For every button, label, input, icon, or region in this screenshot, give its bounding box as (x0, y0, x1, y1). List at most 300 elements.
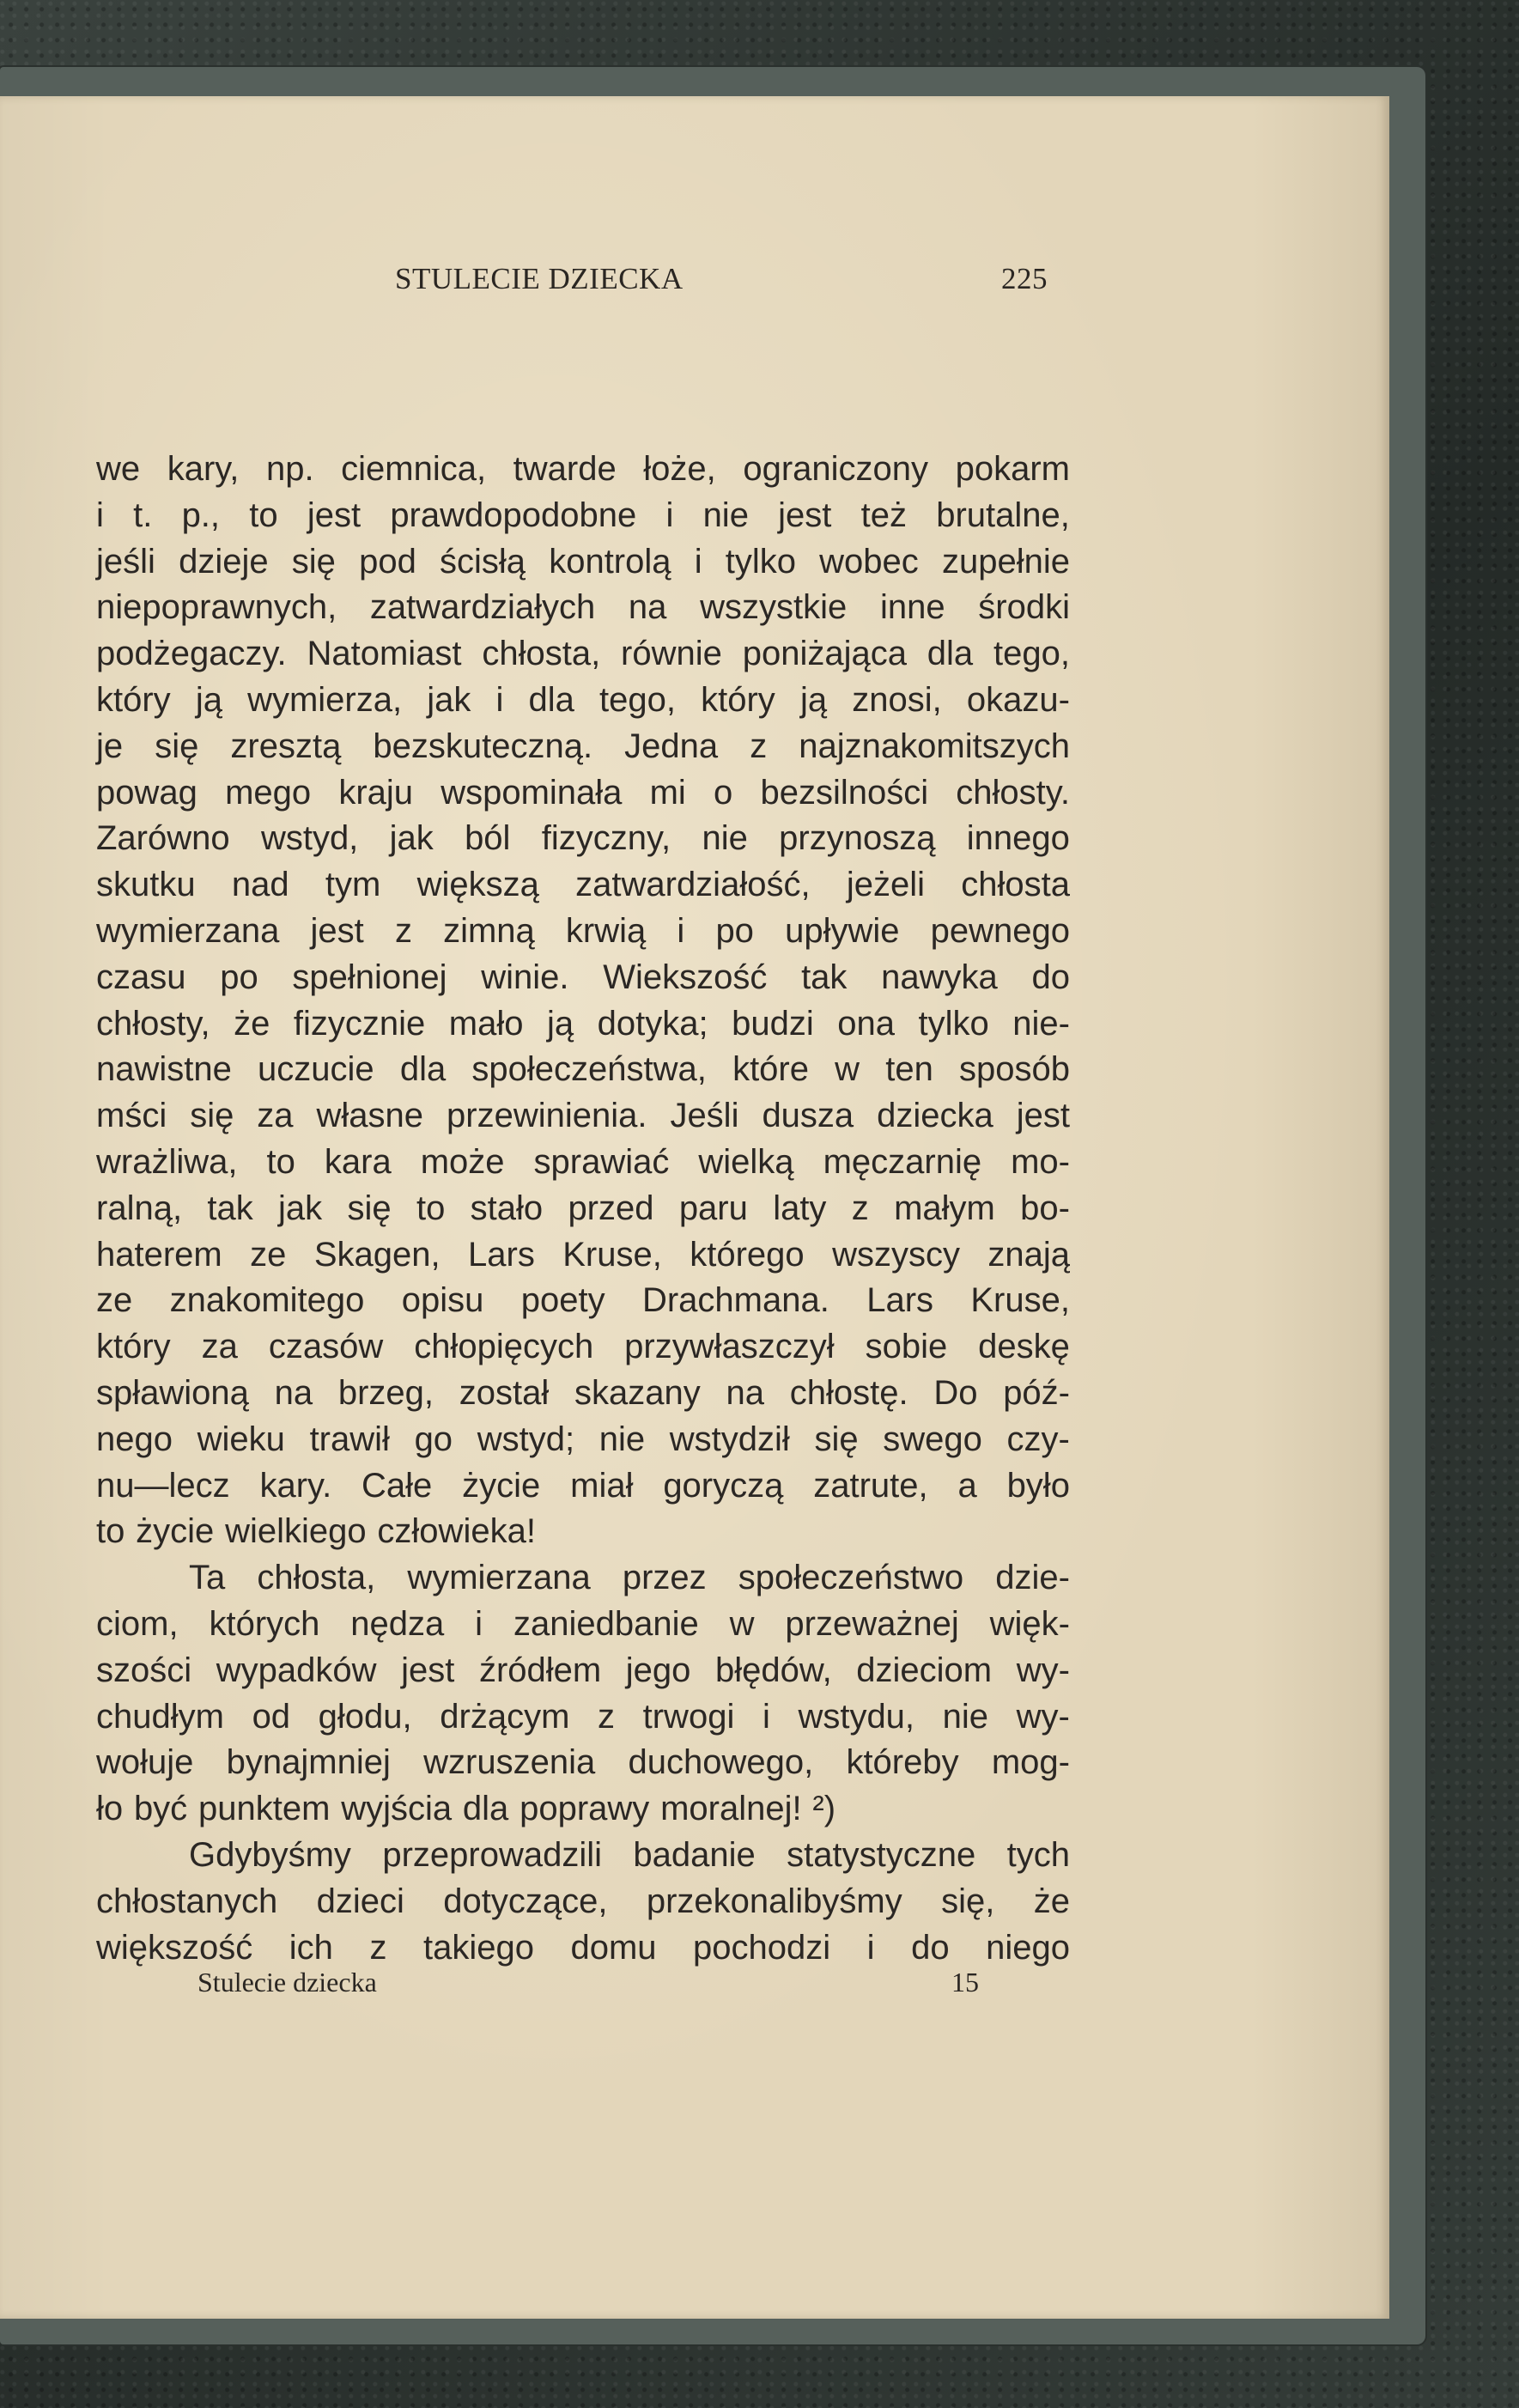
word: wszystkie (700, 588, 848, 627)
word: upływie (785, 911, 900, 950)
word: błędów, (715, 1651, 832, 1689)
word: haterem (96, 1235, 222, 1274)
word: to (266, 1142, 295, 1181)
word: krwią (565, 911, 647, 950)
text-line (96, 1140, 1070, 1186)
word: drżącym (440, 1697, 570, 1736)
word: najznakomitszych (799, 727, 1070, 765)
word: ścisłą (440, 542, 526, 581)
word: i (495, 680, 504, 719)
word: mego (225, 773, 312, 812)
word: dla (399, 1050, 447, 1089)
word: wymierza, (247, 680, 403, 719)
word: zatwardziałość, (575, 866, 811, 904)
word: jest (310, 911, 364, 950)
word: Zarówno (96, 819, 230, 858)
word: głodu, (318, 1697, 412, 1736)
word: dziecka (877, 1097, 993, 1135)
word: z (750, 727, 768, 765)
word: ze (96, 1281, 133, 1320)
word: chłostanych (96, 1882, 278, 1920)
word: nie (942, 1697, 989, 1736)
word: do (1031, 958, 1070, 996)
word: tym (325, 866, 381, 904)
running-header (94, 262, 1048, 313)
text-line (96, 1371, 1070, 1417)
word: p., (181, 496, 221, 534)
text-line (96, 1509, 1070, 1555)
word: ²) (812, 1790, 836, 1828)
text-line (96, 1093, 1070, 1140)
word: t. (133, 496, 153, 534)
word: Drachmana. (641, 1281, 829, 1320)
word: bezskuteczną. (373, 727, 593, 765)
word: pod (359, 542, 416, 581)
text-line (96, 1648, 1070, 1694)
word: deskę (978, 1328, 1070, 1366)
word: dotyka; (597, 1004, 708, 1043)
word: ją (799, 680, 828, 719)
word: powag (96, 773, 197, 812)
word: męczarnię (823, 1142, 982, 1181)
text-line (96, 1232, 1070, 1279)
word: swego (883, 1420, 982, 1458)
word: wypadków (216, 1651, 377, 1689)
text-line (96, 724, 1070, 770)
word: których (209, 1604, 320, 1643)
word: nie- (1012, 1004, 1070, 1043)
word: chłosta, (482, 635, 601, 673)
word: więk- (989, 1604, 1070, 1643)
word: moralnej! (660, 1790, 802, 1828)
word: pewnego (930, 911, 1070, 950)
word: Do (933, 1373, 978, 1412)
word: to (96, 1512, 125, 1551)
word: się, (941, 1882, 995, 1920)
word: wstyd, (260, 819, 359, 858)
word: sobie (865, 1328, 948, 1366)
word: paru (678, 1189, 748, 1227)
word: mało (448, 1004, 524, 1043)
word: dla (528, 680, 574, 719)
word: kary. (259, 1466, 332, 1505)
word: przynoszą (779, 819, 936, 858)
text-line (96, 1463, 1070, 1510)
word: przywłaszczył (624, 1328, 835, 1366)
text-line (96, 955, 1070, 1001)
word: większą (416, 866, 539, 904)
word: że (1033, 1882, 1070, 1920)
word: póź- (1003, 1373, 1070, 1412)
word: przeprowadzili (382, 1835, 602, 1874)
word: na (628, 588, 667, 627)
word: budzi (732, 1004, 814, 1043)
word: ło (96, 1790, 124, 1828)
word: życie (136, 1512, 215, 1551)
word: podżegaczy. (96, 635, 287, 673)
text-line (96, 539, 1070, 586)
word: ból (465, 819, 511, 858)
word: życie (462, 1466, 541, 1505)
word: brutalne, (936, 496, 1070, 534)
word: się (291, 542, 336, 581)
word: dla (927, 635, 974, 673)
word: zimną (443, 911, 535, 950)
word: i (475, 1604, 483, 1643)
word: został (459, 1373, 550, 1412)
word: z (369, 1928, 387, 1967)
word: było (1006, 1466, 1070, 1505)
word: skutku (96, 866, 196, 904)
word: wobec (819, 542, 919, 581)
word: Kruse, (562, 1235, 662, 1274)
word: może (420, 1142, 505, 1181)
word: się (190, 1097, 234, 1135)
word: poniżająca (742, 635, 907, 673)
word: tego, (599, 680, 676, 719)
word: to (249, 496, 278, 534)
word: Ta (189, 1559, 226, 1597)
word: kary, (167, 450, 240, 488)
word: w (729, 1604, 755, 1643)
word: czasów (268, 1328, 384, 1366)
word: uczucie (258, 1050, 374, 1089)
word: ją (546, 1004, 574, 1043)
word: jest (307, 496, 362, 534)
word: małym (894, 1189, 995, 1227)
word: i (762, 1697, 770, 1736)
word: ograniczony (743, 450, 929, 488)
word: czasu (96, 958, 186, 996)
running-header-title: STULECIE DZIECKA (395, 262, 684, 295)
word: tak (207, 1189, 253, 1227)
word: środki (978, 588, 1070, 627)
word: który (96, 680, 171, 719)
word: wzruszenia (423, 1743, 596, 1782)
text-line (96, 1602, 1070, 1648)
word: Wiekszość (603, 958, 768, 996)
word: jak (427, 680, 471, 719)
word: chłosta (961, 866, 1070, 904)
word: mi (649, 773, 686, 812)
word: jak (389, 819, 434, 858)
word: łoże, (643, 450, 716, 488)
word: nad (231, 866, 289, 904)
word: statystyczne (787, 1835, 976, 1874)
word: społeczeństwo (738, 1559, 964, 1597)
word: się (814, 1420, 859, 1458)
text-line (96, 585, 1070, 631)
word: sposób (959, 1050, 1070, 1089)
word: sprawiać (533, 1142, 670, 1181)
word: badanie (633, 1835, 756, 1874)
word: mo- (1011, 1142, 1070, 1181)
word: inne (879, 588, 945, 627)
text-line (96, 862, 1070, 909)
word: większość (96, 1928, 253, 1967)
word: kraju (338, 773, 414, 812)
word: chłosta, (257, 1559, 376, 1597)
word: i (694, 542, 702, 581)
word: wstydu, (798, 1697, 915, 1736)
word: dusza (762, 1097, 854, 1135)
word: je (96, 727, 124, 765)
word: niego (986, 1928, 1070, 1967)
word: bynajmniej (226, 1743, 391, 1782)
word: przez (622, 1559, 707, 1597)
word: poety (520, 1281, 605, 1320)
text-line (96, 1740, 1070, 1786)
word: wielkiego (225, 1512, 367, 1551)
word: twarde (513, 450, 617, 488)
word: ralną, (96, 1189, 183, 1227)
text-line (96, 631, 1070, 678)
word: nie (702, 496, 749, 534)
word: za (257, 1097, 294, 1135)
text-line (96, 1833, 1070, 1879)
word: Całe (362, 1466, 433, 1505)
text-line (96, 1786, 1070, 1833)
word: wstyd; (477, 1420, 575, 1458)
word: zatwardziałych (369, 588, 596, 627)
word: zupełnie (941, 542, 1070, 581)
word: chudłym (96, 1697, 224, 1736)
word: to (416, 1189, 446, 1227)
word: którego (690, 1235, 805, 1274)
word: punktem (197, 1790, 331, 1828)
word: takiego (422, 1928, 534, 1967)
word: niepoprawnych, (96, 588, 337, 627)
word: fizyczny, (541, 819, 671, 858)
word: wołuje (96, 1743, 194, 1782)
word: chłosty, (96, 1004, 210, 1043)
word: mści (96, 1097, 167, 1135)
word: pochodzi (693, 1928, 831, 1967)
page-number: 225 (1001, 262, 1048, 295)
word: dzie- (995, 1559, 1070, 1597)
word: go (414, 1420, 453, 1458)
word: Jedna (624, 727, 719, 765)
word: Gdybyśmy (189, 1835, 351, 1874)
word: od (252, 1697, 291, 1736)
word: nawyka (881, 958, 998, 996)
word: wieku (197, 1420, 285, 1458)
word: dzieciom (856, 1651, 993, 1689)
word: nawistne (96, 1050, 232, 1089)
word: z (851, 1189, 869, 1227)
text-line (96, 1417, 1070, 1463)
word: też (860, 496, 907, 534)
word: miał (570, 1466, 634, 1505)
word: ją (195, 680, 222, 719)
text-line (96, 1879, 1070, 1925)
word: ich (289, 1928, 333, 1967)
word: tylko (918, 1004, 989, 1043)
word: nie (598, 1420, 646, 1458)
word: okazu- (966, 680, 1070, 719)
word: które (732, 1050, 809, 1089)
word: jest (1016, 1097, 1070, 1135)
word: wrażliwa, (96, 1142, 238, 1181)
text-line (96, 1001, 1070, 1048)
word: i (96, 496, 104, 534)
word: i (866, 1928, 875, 1967)
word: za (201, 1328, 238, 1366)
word: ciom, (96, 1604, 179, 1643)
word: po (220, 958, 258, 996)
word: Lars (468, 1235, 535, 1274)
word: przeważnej (785, 1604, 959, 1643)
text-line (96, 493, 1070, 539)
word: dzieje (179, 542, 269, 581)
text-line (96, 678, 1070, 724)
word: przekonalibyśmy (646, 1882, 902, 1920)
word: brzeg, (337, 1373, 434, 1412)
word: zresztą (230, 727, 342, 765)
word: ten (885, 1050, 933, 1089)
word: dzieci (316, 1882, 404, 1920)
word: innego (966, 819, 1070, 858)
word: wy- (1016, 1697, 1070, 1736)
word: opisu (401, 1281, 484, 1320)
text-line (96, 1324, 1070, 1371)
word: chłostę. (789, 1373, 908, 1412)
word: jest (778, 496, 832, 534)
text-line (96, 1925, 1070, 1972)
word: duchowego, (628, 1743, 814, 1782)
word: bo- (1020, 1189, 1070, 1227)
word: z (394, 911, 412, 950)
word: spełnionej (292, 958, 447, 996)
word: który (96, 1328, 171, 1366)
word: ze (250, 1235, 287, 1274)
word: wspominała (441, 773, 623, 812)
word: jeśli (96, 542, 155, 581)
word: człowieka! (377, 1512, 536, 1551)
word: winie. (481, 958, 569, 996)
word: fizycznie (293, 1004, 426, 1043)
signature-title: Stulecie dziecka (197, 1967, 377, 1998)
word: goryczą (663, 1466, 784, 1505)
word: z (598, 1697, 616, 1736)
word: np. (265, 450, 314, 488)
word: o (714, 773, 733, 812)
word: wyjścia (341, 1790, 453, 1828)
word: poprawy (519, 1790, 650, 1828)
word: wymierzana (407, 1559, 591, 1597)
text-line (96, 1555, 1070, 1602)
word: zatrute, (813, 1466, 928, 1505)
word: wstydził (669, 1420, 790, 1458)
word: Natomiast (307, 635, 462, 673)
word: tak (801, 958, 848, 996)
word: któreby (846, 1743, 959, 1782)
word: znają (987, 1235, 1070, 1274)
word: źródłem (478, 1651, 602, 1689)
word: nędza (350, 1604, 445, 1643)
word: na (726, 1373, 764, 1412)
word: Jeśli (670, 1097, 739, 1135)
word: wymierzana (96, 911, 280, 950)
word: we (96, 450, 141, 488)
word: jest (401, 1651, 455, 1689)
word: mog- (991, 1743, 1070, 1782)
word: po (715, 911, 754, 950)
word: skazany (574, 1373, 701, 1412)
word: jego (625, 1651, 691, 1689)
word: Kruse, (970, 1281, 1070, 1320)
word: i (665, 496, 674, 534)
word: tego, (993, 635, 1070, 673)
printer-signature (197, 1967, 979, 2010)
word: chłosty. (956, 773, 1070, 812)
text-line (96, 770, 1070, 817)
word: jeżeli (846, 866, 925, 904)
word: społeczeństwa, (471, 1050, 707, 1089)
word: tych (1006, 1835, 1070, 1874)
text-line (96, 1047, 1070, 1093)
text-line (96, 1694, 1070, 1741)
word: szości (96, 1651, 192, 1689)
word: ciemnica, (341, 450, 487, 488)
text-line (96, 909, 1070, 955)
text-line (96, 447, 1070, 493)
word: tylko (725, 542, 796, 581)
word: spławioną (96, 1373, 249, 1412)
word: na (274, 1373, 313, 1412)
word: jak (278, 1189, 323, 1227)
body-text (96, 447, 1070, 1971)
word: się (155, 727, 199, 765)
word: że (234, 1004, 270, 1043)
word: Skagen, (313, 1235, 441, 1274)
word: bezsilności (760, 773, 929, 812)
word: kontrolą (549, 542, 671, 581)
word: domu (570, 1928, 657, 1967)
word: nie (702, 819, 748, 858)
word: ona (837, 1004, 895, 1043)
word: zaniedbanie (513, 1604, 699, 1643)
word: przewinienia. (447, 1097, 647, 1135)
signature-number: 15 (951, 1967, 979, 1998)
word: i (677, 911, 685, 950)
word: przed (568, 1189, 654, 1227)
word: dotyczące, (443, 1882, 608, 1920)
word: wy- (1016, 1651, 1070, 1689)
word: który (701, 680, 775, 719)
word: trwogi (642, 1697, 735, 1736)
word: stało (470, 1189, 544, 1227)
word: pokarm (955, 450, 1070, 488)
word: a (957, 1466, 977, 1505)
word: wielką (698, 1142, 794, 1181)
word: być (133, 1790, 188, 1828)
word: wszyscy (832, 1235, 960, 1274)
word: prawdopodobne (390, 496, 637, 534)
word: równie (621, 635, 722, 673)
text-line (96, 1186, 1070, 1232)
word: laty (773, 1189, 827, 1227)
word: chłopięcych (414, 1328, 594, 1366)
word: czy- (1006, 1420, 1070, 1458)
text-line (96, 1278, 1070, 1324)
word: do (911, 1928, 950, 1967)
word: dla (462, 1790, 509, 1828)
word: nu—lecz (96, 1466, 230, 1505)
word: znosi, (852, 680, 942, 719)
word: w (835, 1050, 860, 1089)
word: się (347, 1189, 392, 1227)
